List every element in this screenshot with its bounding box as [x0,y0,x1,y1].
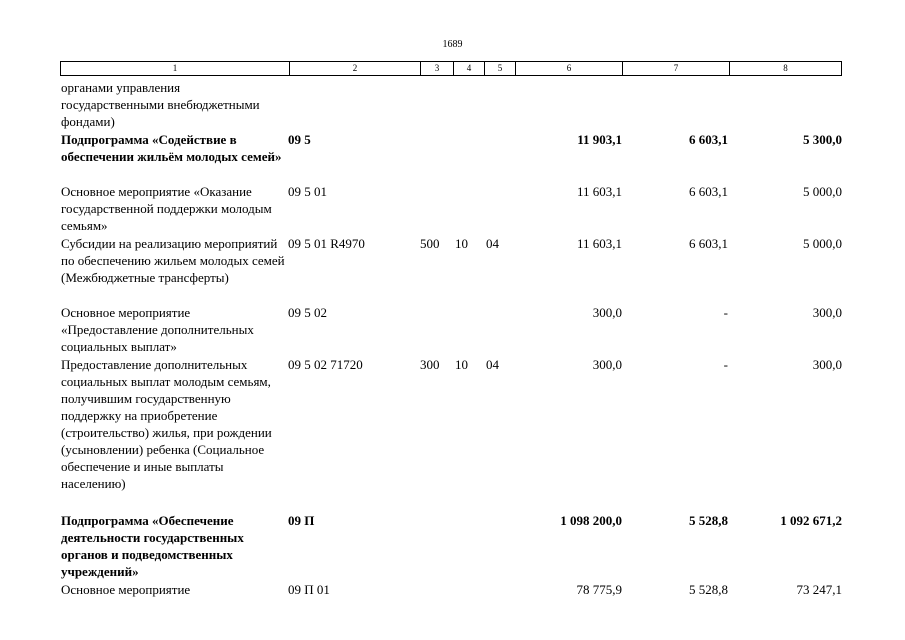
row-rz: 10 [455,236,468,251]
row-value-3: 5 000,0 [803,236,842,251]
row-vr: 300 [420,357,440,372]
row-value-2: - [723,305,728,320]
row-code: 09 5 [288,132,311,147]
row-value-1: 300,0 [592,357,622,372]
table-row [61,131,842,182]
row-code: 09 5 01 R4970 [288,236,365,251]
row-value-1: 11 903,1 [577,132,622,147]
row-value-3: 73 247,1 [796,582,842,597]
row-code: 09 5 02 71720 [288,357,363,372]
table-row [61,356,842,511]
header-col-7: 7 [622,62,729,75]
table-row [61,304,842,355]
row-name: Подпрограмма «Содействие в обеспечении жильём молодых семей» [61,132,282,164]
row-value-2: - [723,357,728,372]
row-value-3: 1 092 671,2 [780,513,842,528]
header-col-2: 2 [289,62,420,75]
row-code: 09 П 01 [288,582,330,597]
table-row [61,79,842,130]
header-col-3: 3 [420,62,453,75]
row-pr: 04 [486,236,499,251]
row-code: 09 5 01 [288,184,327,199]
row-name: Основное мероприятие [61,582,191,597]
row-value-1: 300,0 [592,305,622,320]
row-code: 09 П [288,513,315,528]
header-col-6: 6 [515,62,622,75]
row-value-1: 1 098 200,0 [560,513,622,528]
row-value-1: 78 775,9 [576,582,622,597]
row-rz: 10 [455,357,468,372]
table-row [61,235,842,303]
table-row [61,512,842,580]
table-row [61,581,842,598]
header-col-5: 5 [484,62,515,75]
row-value-1: 11 603,1 [576,184,622,199]
row-code: 09 5 02 [288,305,327,320]
row-value-1: 11 603,1 [576,236,622,251]
header-col-8: 8 [729,62,841,75]
row-name: Предоставление дополнительных социальных выплат молодым семьям, получившим государственную поддержку на приобретение (строительство) жилья, при рождении (усыновлении) ребенка (Социальное обеспечение и иные выплаты населению) [61,357,272,491]
page-number: 1689 [442,39,463,50]
table-header-row [60,61,842,76]
row-value-2: 6 603,1 [689,132,728,147]
row-value-3: 5 000,0 [803,184,842,199]
row-name: Подпрограмма «Обеспечение деятельности государственных органов и подведомственных учреждений» [61,513,244,579]
header-col-1: 1 [172,63,178,73]
row-pr: 04 [486,357,499,372]
row-value-2: 5 528,8 [689,513,728,528]
row-name: органами управления государственными внебюджетными фондами) [61,80,260,129]
row-value-2: 6 603,1 [689,236,728,251]
row-name: Основное мероприятие «Предоставление дополнительных социальных выплат» [61,305,254,354]
row-value-3: 300,0 [812,357,842,372]
row-value-3: 300,0 [812,305,842,320]
row-value-3: 5 300,0 [803,132,842,147]
row-name: Субсидии на реализацию мероприятий по обеспечению жильем молодых семей (Межбюджетные трансферты) [61,236,285,285]
row-value-2: 5 528,8 [689,582,728,597]
row-name: Основное мероприятие «Оказание государственной поддержки молодым семьям» [61,184,272,233]
row-vr: 500 [420,236,440,251]
header-col-4: 4 [453,62,484,75]
table-row [61,183,842,234]
row-value-2: 6 603,1 [689,184,728,199]
